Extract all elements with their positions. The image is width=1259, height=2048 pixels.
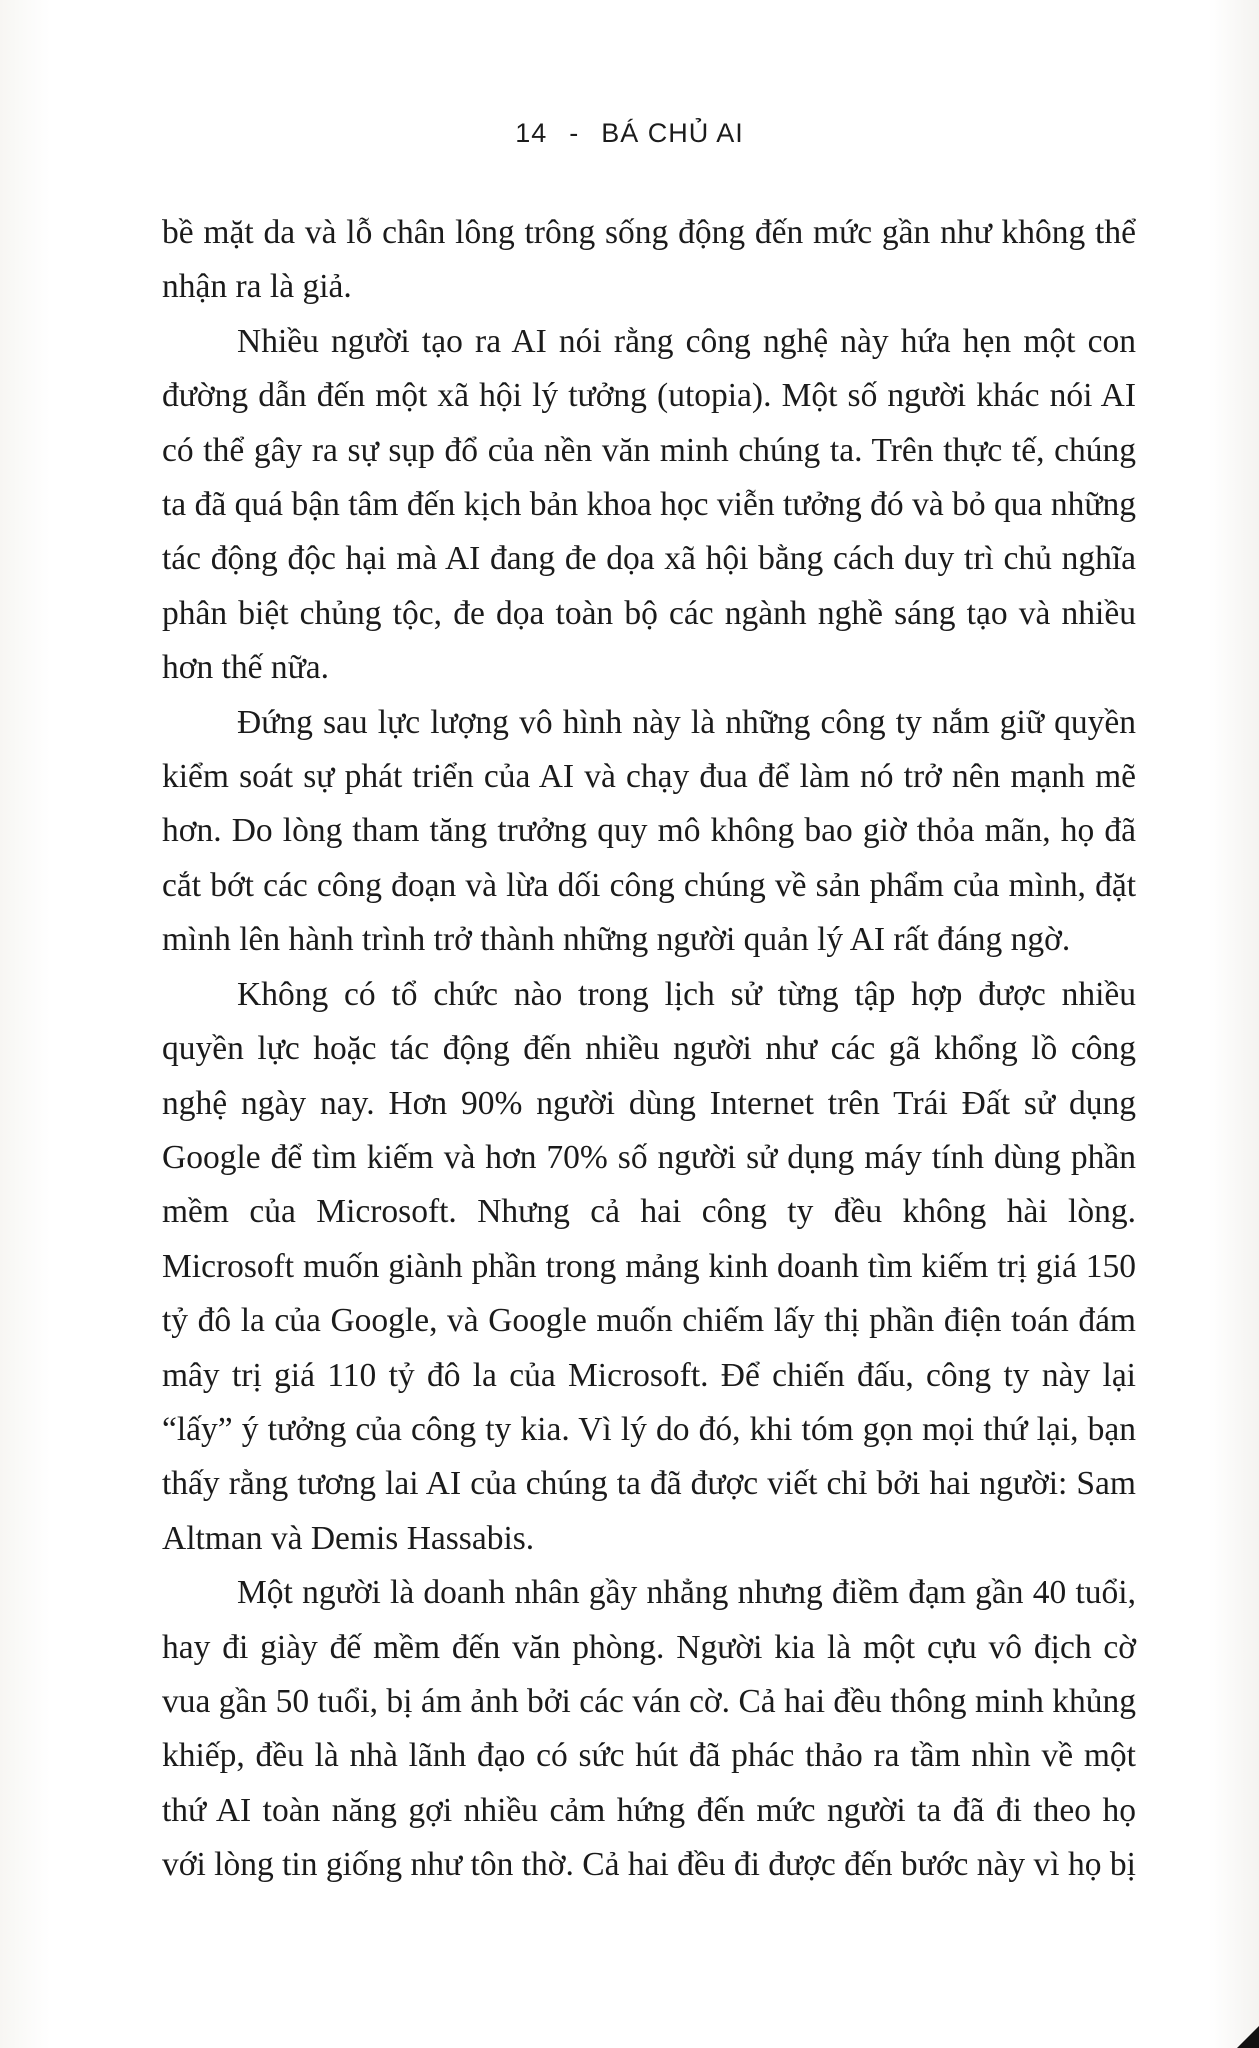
running-header xyxy=(0,118,1259,149)
paragraph: Nhiều người tạo ra AI nói rằng công nghệ này hứa hẹn một con đường dẫn đến một xã hội lý tưởng (utopia). Một số người khác nói AI có thể gây ra sự sụp đổ của nền văn minh chúng ta. Trên thực tế, chúng ta đã quá bận tâm đến kịch bản khoa học viễn tưởng đó và bỏ qua những tác động độc hại mà AI đang đe dọa xã hội bằng cách duy trì chủ nghĩa phân biệt chủng tộc, đe dọa toàn bộ các ngành nghề sáng tạo và nhiều hơn thế nữa. xyxy=(162,322,1136,687)
paragraph-continued: bề mặt da và lỗ chân lông trông sống động đến mức gần như không thể nhận ra là giả. xyxy=(162,214,1136,306)
book-title: BÁ CHỦ AI xyxy=(601,118,744,148)
page-number: 14 xyxy=(515,118,548,148)
header-separator: - xyxy=(569,118,580,148)
paragraph: Một người là doanh nhân gầy nhẳng nhưng điềm đạm gần 40 tuổi, hay đi giày đế mềm đến văn phòng. Người kia là một cựu vô địch cờ vua gần 50 tuổi, bị ám ảnh bởi các ván cờ. Cả hai đều thông minh khủng khiếp, đều là nhà lãnh đạo có sức hút đã phác thảo ra tầm nhìn về một thứ AI toàn năng gợi nhiều cảm hứng đến mức người ta đã đi theo họ với lòng tin giống như tôn thờ. Cả hai đều đi được đến bước này vì họ bị xyxy=(162,1574,1136,1884)
page-body xyxy=(162,206,1136,1893)
paragraph: Đứng sau lực lượng vô hình này là những công ty nắm giữ quyền kiểm soát sự phát triển của AI và chạy đua để làm nó trở nên mạnh mẽ hơn. Do lòng tham tăng trưởng quy mô không bao giờ thỏa mãn, họ đã cắt bớt các công đoạn và lừa dối công chúng về sản phẩm của mình, đặt mình lên hành trình trở thành những người quản lý AI rất đáng ngờ. xyxy=(162,703,1136,959)
page-corner-shadow xyxy=(1237,2026,1259,2048)
paragraph: Không có tổ chức nào trong lịch sử từng tập hợp được nhiều quyền lực hoặc tác động đến nhiều người như các gã khổng lồ công nghệ ngày nay. Hơn 90% người dùng Internet trên Trái Đất sử dụng Google để tìm kiếm và hơn 70% số người sử dụng máy tính dùng phần mềm của Microsoft. Nhưng cả hai công ty đều không hài lòng. Microsoft muốn giành phần trong mảng kinh doanh tìm kiếm trị giá 150 tỷ đô la của Google, và Google muốn chiếm lấy thị phần điện toán đám mây trị giá 110 tỷ đô la của Microsoft. Để chiến đấu, công ty này lại “lấy” ý tưởng của công ty kia. Vì lý do đó, khi tóm gọn mọi thứ lại, bạn thấy rằng tương lai AI của chúng ta đã được viết chỉ bởi hai người: Sam Altman và Demis Hassabis. xyxy=(162,975,1136,1557)
